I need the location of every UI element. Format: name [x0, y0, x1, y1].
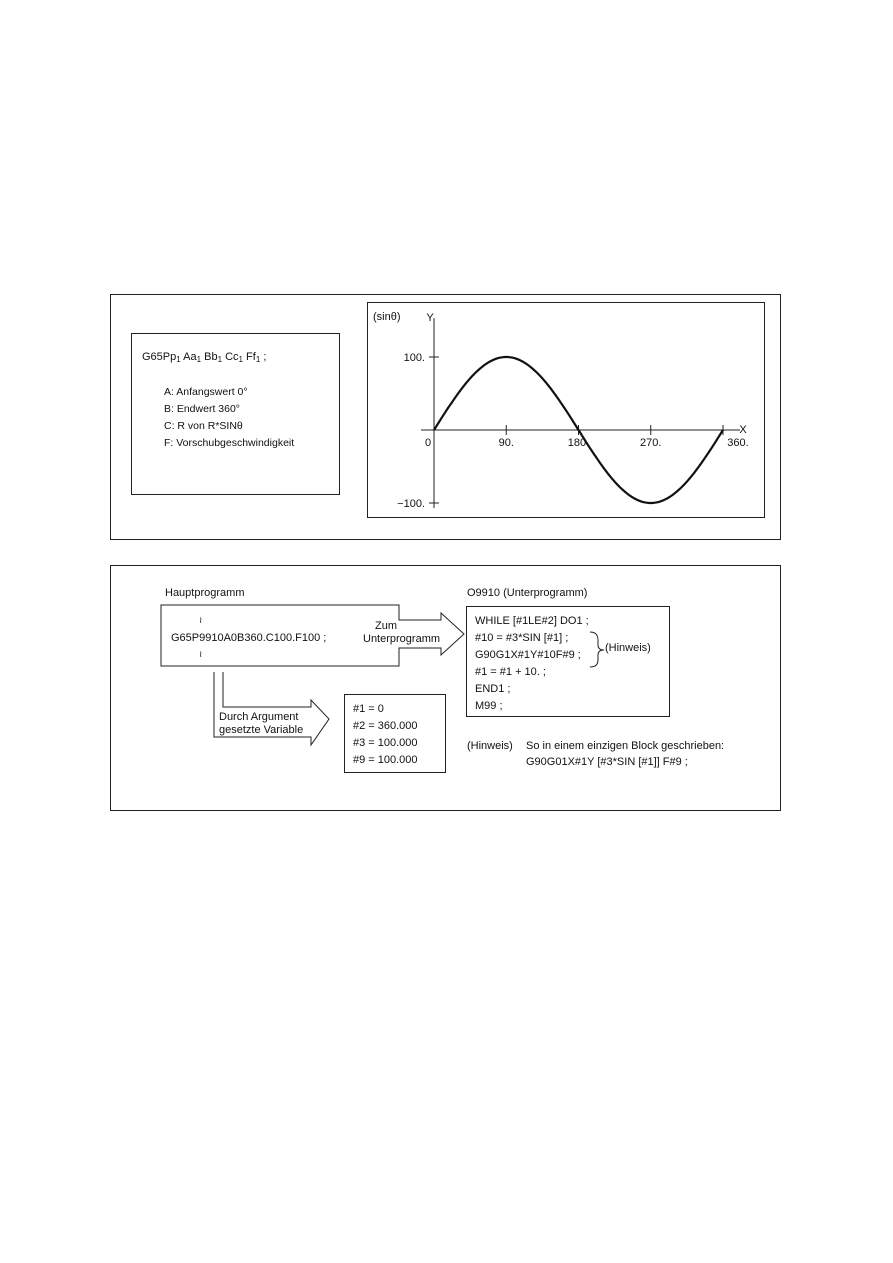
- note-text-line-2: G90G01X#1Y [#3*SIN [#1]] F#9 ;: [526, 756, 688, 768]
- y-tick-label: −100.: [397, 498, 425, 510]
- y-tick-label: 100.: [403, 352, 425, 364]
- variable-line: #2 = 360.000: [353, 720, 418, 732]
- variable-line: #1 = 0: [353, 703, 384, 715]
- x-axis-label: X: [739, 424, 747, 436]
- note-label: (Hinweis): [467, 740, 513, 752]
- sub-line: G90G1X#1Y#10F#9 ;: [475, 649, 581, 661]
- arg-arrow-line-2: gesetzte Variable: [219, 724, 304, 736]
- x-tick-label: 270.: [640, 437, 662, 449]
- main-program-title: Hauptprogramm: [165, 587, 245, 599]
- macro-call-part: $Bb_1$: [201, 351, 223, 364]
- x-tick-label: 90.: [498, 437, 514, 449]
- note-text-line-1: So in einem einzigen Block geschrieben:: [526, 740, 725, 752]
- x-tick-label: 180.: [567, 437, 590, 449]
- y-axis-label: Y: [426, 312, 434, 324]
- origin-label: 0: [424, 437, 432, 449]
- macro-call-part: $G65Pp_1$: [142, 351, 181, 364]
- legend-line-c: C: R von R*SINθ: [164, 420, 243, 432]
- legend-line-a: A: Anfangswert 0°: [164, 386, 248, 398]
- sub-line: END1 ;: [475, 683, 511, 695]
- macro-call-part: $Ff_1$: [242, 351, 261, 364]
- sub-line: #1 = #1 + 10. ;: [475, 666, 546, 678]
- subprogram-title: O9910 (Unterprogramm): [467, 587, 588, 599]
- main-line-ellipsis-2: ≀: [199, 649, 203, 659]
- macro-call-part: $Cc_1$: [222, 351, 243, 364]
- macro-call-part: $Aa_1$: [180, 351, 202, 364]
- y-unit-label: (sinθ): [373, 311, 401, 323]
- macro-call-statement: $G65Pp_1$ $Aa_1$ $Bb_1$ $Cc_1$ $Ff_1$ ;: [142, 351, 267, 364]
- variable-line: #3 = 100.000: [353, 737, 418, 749]
- sub-line: WHILE [#1LE#2] DO1 ;: [475, 615, 589, 627]
- legend-line-b: B: Endwert 360°: [164, 403, 240, 415]
- subprogram-box: [466, 606, 670, 717]
- x-tick-label: 360.: [727, 437, 749, 449]
- brace-hint-label: (Hinweis): [605, 642, 651, 654]
- main-line-ellipsis-1: ≀: [199, 615, 203, 625]
- sub-line: M99 ;: [475, 700, 503, 712]
- legend-line-f: F: Vorschubgeschwindigkeit: [164, 437, 295, 449]
- arrow-label-line-2: Unterprogramm: [363, 633, 441, 645]
- variables-box: [344, 694, 446, 773]
- variable-line: #9 = 100.000: [353, 754, 418, 766]
- sub-line: #10 = #3*SIN [#1] ;: [475, 632, 569, 644]
- arg-arrow-line-1: Durch Argument: [219, 711, 299, 723]
- arrow-label-line-1: Zum: [375, 620, 397, 632]
- main-line-macro-call: G65P9910A0B360.C100.F100 ;: [171, 632, 327, 644]
